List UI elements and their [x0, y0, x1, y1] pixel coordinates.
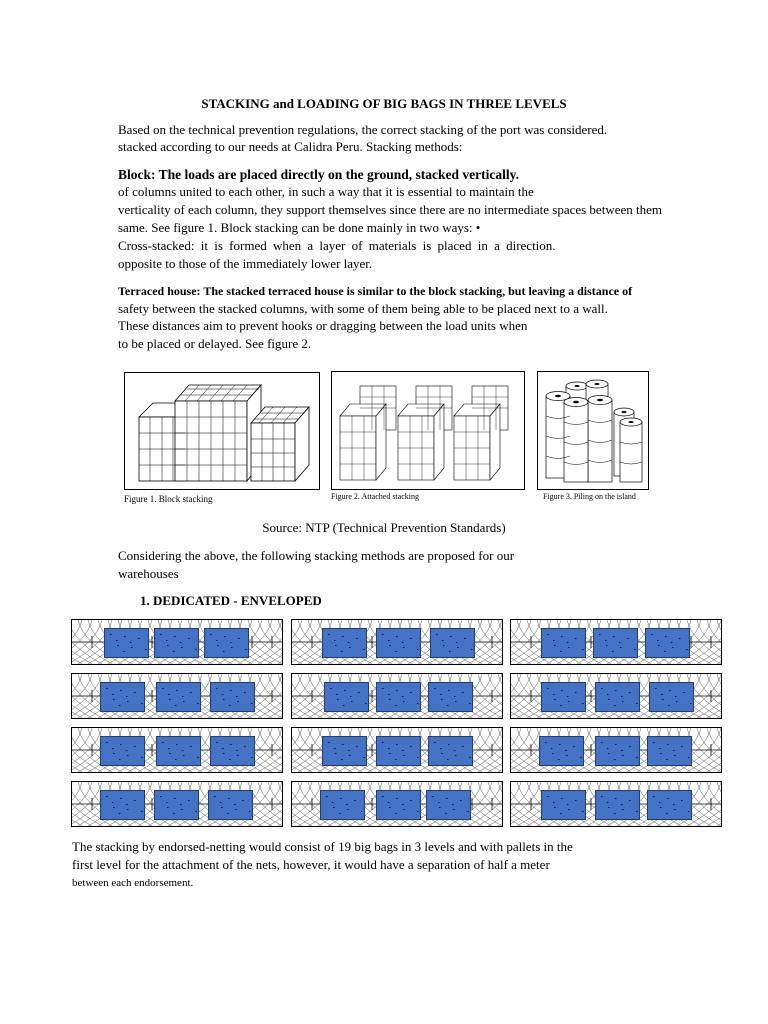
bag-texture: [542, 629, 585, 657]
big-bag: [322, 628, 367, 658]
bag-texture: [431, 629, 474, 657]
conclusion-line-2: first level for the attachment of the nets, however, it would have a separation of half a meter: [72, 857, 550, 872]
bag-texture: [429, 683, 472, 711]
bag-texture: [205, 629, 248, 657]
big-bag: [539, 736, 584, 766]
bag-texture: [648, 791, 691, 819]
big-bag: [210, 682, 255, 712]
big-bag: [541, 682, 586, 712]
bag-texture: [594, 629, 637, 657]
considering-line-1: Considering the above, the following stacking methods are proposed for our: [118, 548, 515, 563]
net-panel: [291, 781, 503, 827]
net-panel: [510, 727, 722, 773]
attached-stacking-illustration: [332, 372, 524, 489]
big-bag: [428, 682, 473, 712]
net-panel: [71, 673, 283, 719]
big-bag: [595, 682, 640, 712]
net-panel: [510, 781, 722, 827]
block-line-1: of columns united to each other, in such a way that it is essential to maintain the: [118, 184, 534, 199]
big-bag: [156, 736, 201, 766]
bag-texture: [377, 629, 420, 657]
big-bag: [595, 736, 640, 766]
big-bag: [595, 790, 640, 820]
bag-texture: [157, 737, 200, 765]
intro-line-2: stacked according to our needs at Calidra Peru. Stacking methods:: [118, 139, 463, 154]
bag-texture: [325, 683, 368, 711]
figure-3-caption: Figure 3. Piling on the island: [543, 492, 636, 501]
bag-texture: [101, 683, 144, 711]
bag-texture: [596, 737, 639, 765]
terraced-line-2: These distances aim to prevent hooks or dragging between the load units when: [118, 318, 528, 333]
big-bag: [649, 682, 694, 712]
considering-line-2: warehouses: [118, 566, 179, 581]
big-bag: [154, 628, 199, 658]
big-bag: [104, 628, 149, 658]
bag-texture: [650, 683, 693, 711]
bag-texture: [596, 683, 639, 711]
bag-texture: [429, 737, 472, 765]
roll-piling-illustration: [538, 372, 648, 489]
net-panel: [291, 619, 503, 665]
block-heading: Block: The loads are placed directly on the ground, stacked vertically.: [118, 167, 520, 182]
bag-texture: [648, 737, 691, 765]
source-note: Source: NTP (Technical Prevention Standards): [262, 520, 506, 535]
big-bag: [322, 736, 367, 766]
bag-texture: [427, 791, 470, 819]
terraced-heading: Terraced house: The stacked terraced house is similar to the block stacking, but leaving a distance of: [118, 284, 633, 298]
big-bag: [100, 682, 145, 712]
bag-texture: [542, 683, 585, 711]
big-bag: [156, 682, 201, 712]
big-bag: [100, 790, 145, 820]
big-bag: [208, 790, 253, 820]
big-bag: [430, 628, 475, 658]
bag-texture: [211, 737, 254, 765]
bag-texture: [211, 683, 254, 711]
figure-2-attached-stacking: [331, 371, 525, 490]
big-bag: [647, 790, 692, 820]
block-line-4: Cross-stacked: it is formed when a layer of materials is placed in a direction.: [118, 238, 556, 253]
bag-texture: [323, 737, 366, 765]
bag-texture: [377, 683, 420, 711]
big-bag: [210, 736, 255, 766]
big-bag: [376, 682, 421, 712]
bag-texture: [157, 683, 200, 711]
net-panel: [71, 619, 283, 665]
net-panel: [71, 781, 283, 827]
conclusion-line-1: The stacking by endorsed-netting would consist of 19 big bags in 3 levels and with pallets in the: [72, 839, 573, 854]
bag-texture: [101, 737, 144, 765]
big-bag: [593, 628, 638, 658]
bag-texture: [105, 629, 148, 657]
figure-3-island-piling: [537, 371, 649, 490]
method-heading: 1. DEDICATED - ENVELOPED: [140, 593, 322, 608]
terraced-line-3: to be placed or delayed. See figure 2.: [118, 336, 312, 351]
bag-texture: [321, 791, 364, 819]
net-panel: [291, 673, 503, 719]
big-bag: [647, 736, 692, 766]
net-panel: [510, 619, 722, 665]
net-panel: [71, 727, 283, 773]
big-bag: [541, 790, 586, 820]
big-bag: [376, 790, 421, 820]
figure-2-caption: Figure 2. Attached stacking: [331, 492, 419, 501]
block-stacking-illustration: [125, 373, 319, 489]
big-bag: [204, 628, 249, 658]
bag-texture: [377, 737, 420, 765]
bag-texture: [209, 791, 252, 819]
big-bag: [376, 628, 421, 658]
block-line-5: opposite to those of the immediately lower layer.: [118, 256, 373, 271]
bag-texture: [646, 629, 689, 657]
bag-texture: [155, 629, 198, 657]
bag-texture: [323, 629, 366, 657]
conclusion-line-3: between each endorsement.: [72, 877, 194, 889]
big-bag: [100, 736, 145, 766]
big-bag: [376, 736, 421, 766]
big-bag: [541, 628, 586, 658]
bag-texture: [596, 791, 639, 819]
net-panel: [510, 673, 722, 719]
big-bag: [324, 682, 369, 712]
figure-1-block-stacking: [124, 372, 320, 490]
bag-texture: [542, 791, 585, 819]
figure-1-caption: Figure 1. Block stacking: [124, 494, 213, 504]
big-bag: [645, 628, 690, 658]
big-bag: [154, 790, 199, 820]
bag-texture: [540, 737, 583, 765]
intro-line-1: Based on the technical prevention regulations, the correct stacking of the port was considered.: [118, 122, 608, 137]
block-line-3: same. See figure 1. Block stacking can be done mainly in two ways: •: [118, 220, 481, 235]
big-bag: [428, 736, 473, 766]
net-panel: [291, 727, 503, 773]
bag-texture: [155, 791, 198, 819]
block-line-2: verticality of each column, they support themselves since there are no intermediate spaces between them: [118, 202, 662, 217]
bag-texture: [377, 791, 420, 819]
big-bag: [426, 790, 471, 820]
terraced-line-1: safety between the stacked columns, with some of them being able to be placed next to a wall.: [118, 301, 608, 316]
document-title: STACKING and LOADING OF BIG BAGS IN THREE LEVELS: [201, 96, 567, 111]
big-bag: [320, 790, 365, 820]
bag-texture: [101, 791, 144, 819]
